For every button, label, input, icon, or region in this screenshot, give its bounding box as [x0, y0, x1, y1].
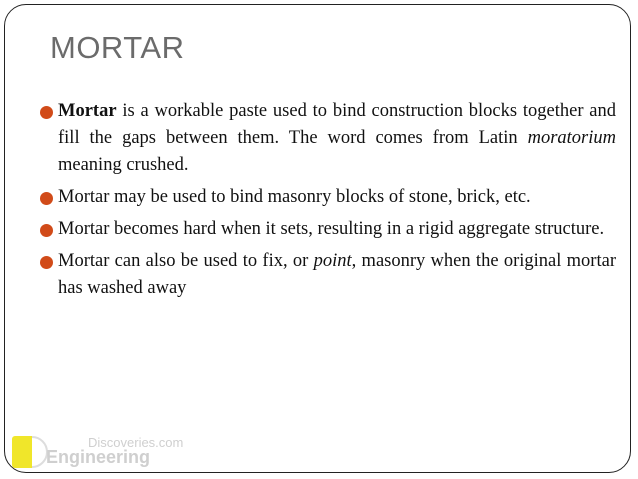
bullet-dot-icon [40, 224, 53, 237]
bullet-text: meaning crushed. [58, 155, 189, 175]
watermark-line2: Engineering [46, 447, 151, 467]
bullet-dot-icon [40, 106, 53, 119]
watermark-logo [8, 433, 184, 473]
slide-title: MORTAR [50, 30, 185, 65]
bold-term: Mortar [58, 101, 117, 121]
bullet-text: , masonry when the original mortar has washed away [58, 251, 616, 298]
bullet-item [38, 248, 616, 302]
watermark-line1: Discoveries.com [88, 435, 184, 450]
italic-term: moratorium [527, 128, 616, 148]
logo-e-icon [12, 436, 32, 468]
bullet-text: is a workable paste used to bind construction blocks together and fill the gaps between them. The word comes from Latin [58, 101, 616, 148]
bullet-dot-icon [40, 256, 53, 269]
bullet-text: Mortar may be used to bind masonry blocks of stone, brick, etc. [58, 187, 531, 207]
bullet-item [38, 184, 616, 211]
bullet-text: Mortar can also be used to fix, or [58, 251, 314, 271]
bullet-text: Mortar becomes hard when it sets, resulting in a rigid aggregate structure. [58, 219, 605, 239]
italic-term: point [313, 251, 352, 271]
bullet-dot-icon [40, 192, 53, 205]
bullet-item [38, 98, 616, 179]
bullet-item [38, 216, 616, 243]
bullet-list [38, 98, 616, 307]
